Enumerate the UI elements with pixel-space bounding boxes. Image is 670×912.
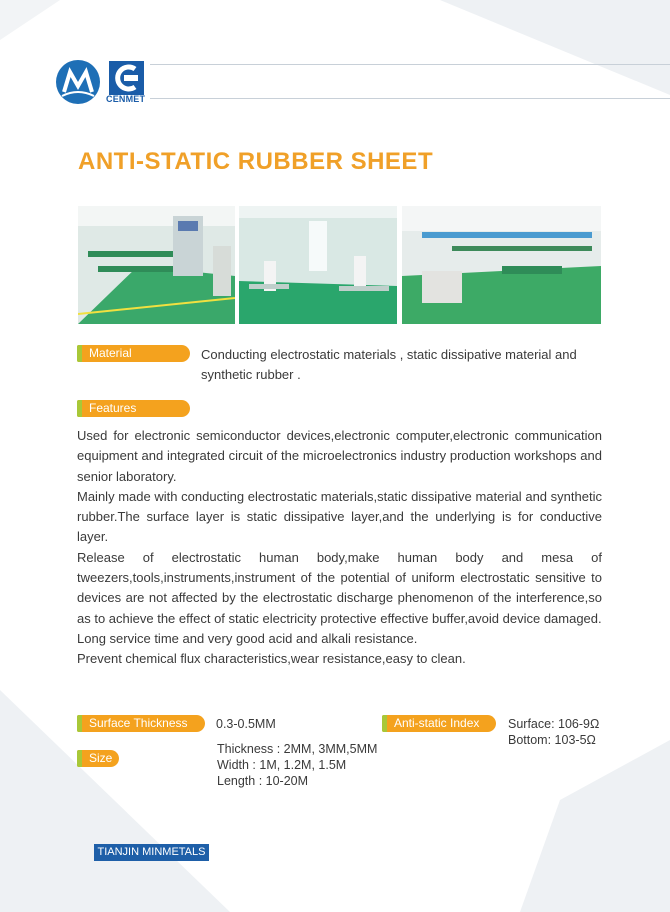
surface-thickness-value: 0.3-0.5MM bbox=[216, 717, 276, 731]
factory-photo-3 bbox=[402, 206, 601, 324]
material-text-line-2: synthetic rubber . bbox=[201, 367, 301, 383]
features-label: Features bbox=[77, 400, 190, 417]
size-label: Size bbox=[77, 750, 119, 767]
surface-thickness-label: Surface Thickness bbox=[77, 715, 205, 732]
antistatic-values bbox=[508, 716, 599, 748]
page-title: ANTI-STATIC RUBBER SHEET bbox=[78, 148, 434, 175]
cenmet-logo-text: CENMET bbox=[106, 94, 146, 104]
header-rule-2 bbox=[150, 98, 670, 99]
minmetals-logo bbox=[56, 60, 100, 104]
size-length: Length : 10-20M bbox=[217, 774, 309, 788]
footer-company: TIANJIN MINMETALS bbox=[94, 844, 209, 861]
size-width: Width : 1M, 1.2M, 1.5M bbox=[217, 758, 347, 772]
features-paragraph: Prevent chemical flux characteristics,wear resistance,easy to clean. bbox=[77, 651, 466, 667]
size-thickness: Thickness : 2MM, 3MM,5MM bbox=[217, 742, 378, 756]
features-paragraph: Long service time and very good acid and alkali resistance. bbox=[77, 630, 418, 646]
features-paragraph: Mainly made with conducting electrostatic materials,static dissipative material and synthetic rubber.The surface layer is static dissipative layer,and the underlying is for conductive layer. bbox=[77, 488, 602, 545]
antistatic-surface: Surface: 106-9Ω bbox=[508, 717, 600, 731]
material-label: Material bbox=[77, 345, 190, 362]
features-text bbox=[77, 426, 602, 670]
factory-photo-1 bbox=[78, 206, 235, 324]
antistatic-index-label: Anti-static Index bbox=[382, 715, 496, 732]
features-paragraph: Used for electronic semiconductor devices,electronic computer,electronic communication equipment and integrated circuit of the microelectronics industry production workshops and senior laboratory. bbox=[77, 428, 602, 484]
material-text bbox=[201, 345, 601, 386]
material-text-line-1: Conducting electrostatic materials , static dissipative material and bbox=[201, 347, 577, 362]
features-paragraph: Release of electrostatic human body,make human body and mesa of tweezers,tools,instruments,instrument of the potential of uniform electrostatic sensitive to devices are not affected by the electrostatic discharge phenomenon of the interference,so as to achieve the effect of static electricity protective effective buffer,avoid device damaged. bbox=[77, 549, 602, 626]
size-values bbox=[217, 741, 377, 789]
cenmet-logo bbox=[109, 61, 144, 95]
antistatic-bottom: Bottom: 103-5Ω bbox=[508, 733, 596, 747]
factory-photo-2 bbox=[239, 206, 397, 324]
header-rule bbox=[150, 64, 670, 65]
